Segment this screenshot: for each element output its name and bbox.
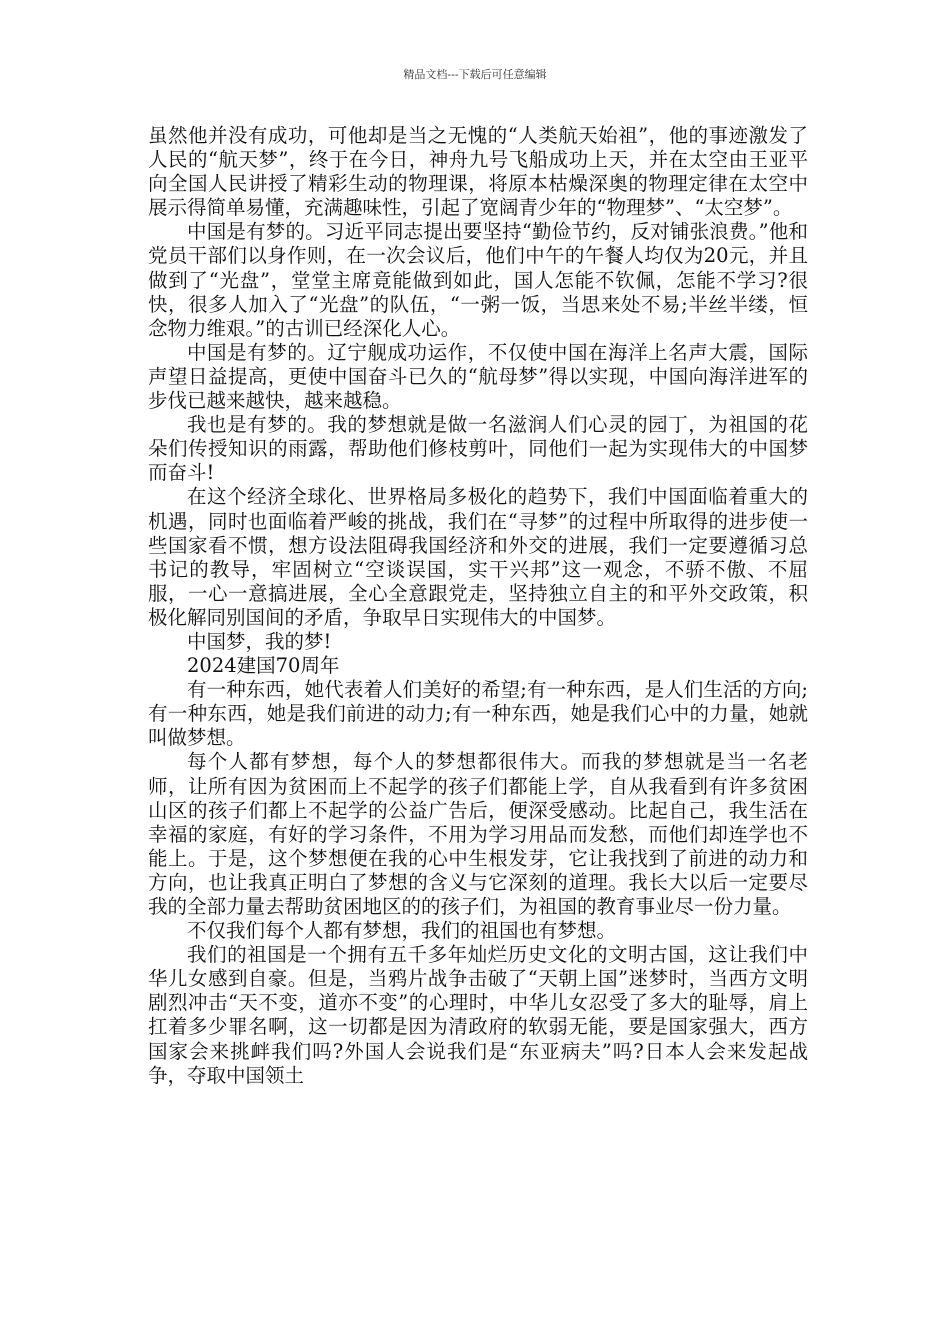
paragraph: 不仅我们每个人都有梦想，我们的祖国也有梦想。 xyxy=(187,919,617,943)
paragraph: 我们的祖国是一个拥有五千多年灿烂历史文化的文明古国，这让我们中华儿女感到自豪。但是，当鸦片战争击破了“天朝上国”迷梦时，当西方文明剧烈冲击“天不变，道亦不变”的心理时，中华儿女忍受了多大的耻辱，肩上扛着多少罪名啊，这一切都是因为清政府的软弱无能，要是国家强大，西方国家会来挑衅我们吗?外国人会说我们是“东亚病夫”吗?日本人会来发起战争，夺取中国领土 xyxy=(148,943,808,1087)
document-body xyxy=(148,124,808,1088)
paragraph: 中国是有梦的。辽宁舰成功运作，不仅使中国在海洋上名声大震，国际声望日益提高，更使中国奋斗已久的“航母梦”得以实现，中国向海洋进军的步伐已越来越快，越来越稳。 xyxy=(148,340,808,413)
paragraph: 在这个经济全球化、世界格局多极化的趋势下，我们中国面临着重大的机遇，同时也面临着严峻的挑战，我们在“寻梦”的过程中所取得的进步使一些国家看不惯，想方设法阻碍我国经济和外交的进展，我们一定要遵循习总书记的教导，牢固树立“空谈误国，实干兴邦”这一观念，不骄不傲、不屈服，一心一意搞进展，全心全意跟党走，坚持独立自主的和平外交政策，积极化解同别国间的矛盾，争取早日实现伟大的中国梦。 xyxy=(148,485,808,629)
paragraph: 中国梦，我的梦! xyxy=(187,629,332,653)
paragraph: 每个人都有梦想，每个人的梦想都很伟大。而我的梦想就是当一名老师，让所有因为贫困而上不起学的孩子们都能上学，自从我看到有许多贫困山区的孩子们都上不起学的公益广告后，便深受感动。比起自己，我生活在幸福的家庭，有好的学习条件，不用为学习用品而发愁，而他们却连学也不能上。于是，这个梦想便在我的心中生根发芽，它让我找到了前进的动力和方向，也让我真正明白了梦想的含义与它深刻的道理。我长大以后一定要尽我的全部力量去帮助贫困地区的的孩子们，为祖国的教育事业尽一份力量。 xyxy=(148,750,808,918)
paragraph: 中国是有梦的。习近平同志提出要坚持“勤俭节约，反对铺张浪费。”他和党员干部们以身作则，在一次会议后，他们中午的午餐人均仅为20元，并且做到了“光盘”，堂堂主席竟能做到如此，国人怎能不钦佩，怎能不学习?很快，很多人加入了“光盘”的队伍，“一粥一饭，当思来处不易;半丝半缕，恒念物力维艰。”的古训已经深化人心。 xyxy=(148,220,808,340)
paragraph: 有一种东西，她代表着人们美好的希望;有一种东西，是人们生活的方向;有一种东西，她是我们前进的动力;有一种东西，她是我们心中的力量，她就叫做梦想。 xyxy=(148,678,808,750)
page-header: 精品文档---下载后可任意编辑 xyxy=(403,68,547,81)
section-heading: 2024建国70周年 xyxy=(187,654,340,678)
paragraph: 虽然他并没有成功，可他却是当之无愧的“人类航天始祖”，他的事迹激发了人民的“航天梦”，终于在今日，神舟九号飞船成功上天，并在太空由王亚平向全国人民讲授了精彩生动的物理课，将原本枯燥深奥的物理定律在太空中展示得简单易懂，充满趣味性，引起了宽阔青少年的“物理梦”、“太空梦”。 xyxy=(148,124,808,220)
paragraph: 我也是有梦的。我的梦想就是做一名滋润人们心灵的园丁，为祖国的花朵们传授知识的雨露，帮助他们修枝剪叶，同他们一起为实现伟大的中国梦而奋斗! xyxy=(148,413,808,485)
